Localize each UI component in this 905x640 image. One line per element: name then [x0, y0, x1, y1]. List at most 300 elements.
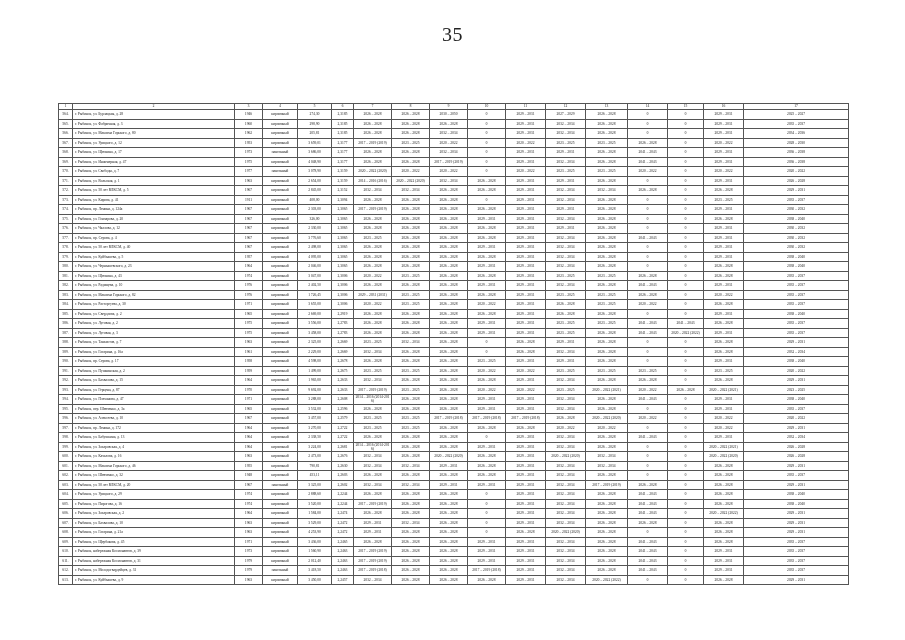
table-cell: 0 — [668, 176, 704, 186]
table-cell: 2,3065 — [332, 252, 354, 262]
table-cell: панельный — [263, 148, 298, 158]
column-number: 13 — [586, 104, 628, 110]
table-cell: 2020 – 2022 — [744, 414, 849, 424]
table-cell: 0 — [668, 300, 704, 310]
table-cell: г. Рыбинск, ул. Бабушкина, д. 13 — [73, 433, 235, 443]
table-cell: 2,3159 — [332, 167, 354, 177]
table-cell: 2,2678 — [332, 357, 354, 367]
table-row — [59, 490, 849, 500]
table-cell: 1976 — [235, 281, 263, 291]
table-cell: 2026 – 2028 — [430, 309, 468, 319]
table-cell: 2 888,60 — [298, 490, 332, 500]
table-row — [59, 319, 849, 329]
table-cell: 593. — [59, 385, 73, 395]
column-number: 3 — [235, 104, 263, 110]
table-cell: г. Рыбинск, ул. Максима Горького, д. 46 — [73, 461, 235, 471]
table-cell: 2026 – 2028 — [586, 357, 628, 367]
table-cell: кирпичный — [263, 433, 298, 443]
table-cell: 2032 – 2034 — [546, 186, 586, 196]
table-cell: 2020 – 2022 — [628, 300, 668, 310]
table-cell: 2032 – 2034 — [546, 575, 586, 585]
table-cell: 2020 – 2022 (2020) — [392, 176, 430, 186]
table-cell: 2026 – 2028 — [586, 395, 628, 405]
table-cell: 2020 – 2022 (2020) — [430, 452, 468, 462]
table-cell: г. Рыбинск, ул. 50 лет ВЛКСМ, д. 20 — [73, 480, 235, 490]
table-cell: 0 — [628, 224, 668, 234]
table-cell: 0 — [628, 575, 668, 585]
table-cell: 2026 – 2028 — [468, 376, 506, 386]
table-cell: 2026 – 2028 — [430, 566, 468, 576]
table-cell: 2026 – 2028 — [354, 319, 392, 329]
table-cell: 0 — [628, 205, 668, 215]
table-cell: 2020 – 2022 (2022) — [586, 575, 628, 585]
table-cell: 0 — [468, 195, 506, 205]
table-cell: 2026 – 2028 — [392, 347, 430, 357]
table-cell: 2026 – 2028 — [392, 528, 430, 538]
table-cell: 580. — [59, 262, 73, 272]
table-cell: 2026 – 2028 — [354, 148, 392, 158]
table-cell: панельный — [263, 480, 298, 490]
table-cell: 2029 – 2031 — [506, 176, 546, 186]
table-cell: 0 — [468, 490, 506, 500]
table-cell: 2035 – 2037 — [744, 471, 849, 481]
table-cell: 2032 – 2034 — [546, 480, 586, 490]
table-cell: 4 048,90 — [298, 157, 332, 167]
table-cell: 2029 – 2031 — [704, 281, 744, 291]
table-cell: 2,2579 — [332, 414, 354, 424]
table-cell: 2026 – 2028 — [586, 509, 628, 519]
table-cell: 2030 – 2032 — [744, 233, 849, 243]
table-cell: 2026 – 2028 — [704, 518, 744, 528]
table-cell: 2020 – 2022 (2021) — [704, 442, 744, 452]
table-cell: 2 845,00 — [298, 186, 332, 196]
table-cell: 2041 – 2043 — [628, 319, 668, 329]
table-cell: 2020 – 2022 — [506, 366, 546, 376]
table-cell: 1976 — [235, 290, 263, 300]
table-cell: 274,30 — [298, 110, 332, 120]
table-cell: 2026 – 2028 — [430, 556, 468, 566]
table-cell: 0 — [628, 528, 668, 538]
table-cell: 2026 – 2028 — [392, 110, 430, 120]
table-row — [59, 205, 849, 215]
table-cell: 1967 — [235, 214, 263, 224]
table-cell: 2026 – 2028 — [704, 186, 744, 196]
page-number: 35 — [442, 24, 463, 46]
table-cell: 2032 – 2034 — [354, 186, 392, 196]
table-cell: 2,3065 — [332, 224, 354, 234]
table-cell: г. Рыбинск, ул. Пирогова, д. 16 — [73, 499, 235, 509]
table-cell: 2020 – 2022 — [430, 138, 468, 148]
table-cell: 453,11 — [298, 471, 332, 481]
table-cell: 1971 — [235, 395, 263, 405]
table-cell: 2032 – 2034 — [744, 433, 849, 443]
table-cell: 0 — [668, 556, 704, 566]
table-cell: 790,81 — [298, 461, 332, 471]
table-cell: 0 — [668, 404, 704, 414]
table-cell: 2026 – 2028 — [704, 471, 744, 481]
table-cell: 0 — [668, 167, 704, 177]
table-cell: 2026 – 2028 — [354, 119, 392, 129]
table-cell: 603. — [59, 480, 73, 490]
table-cell: 2026 – 2028 — [354, 157, 392, 167]
table-cell: г. Рыбинск, ул. Герцена, д. 87 — [73, 385, 235, 395]
table-cell: 2029 – 2031 — [704, 328, 744, 338]
table-cell: 0 — [668, 281, 704, 291]
table-cell: 2029 – 2031 — [506, 404, 546, 414]
table-cell: 1964 — [235, 442, 263, 452]
table-cell: 2026 – 2028 — [392, 195, 430, 205]
table-cell: 2 473,00 — [298, 452, 332, 462]
table-cell: 2,2596 — [332, 404, 354, 414]
table-cell: 2026 – 2028 — [704, 214, 744, 224]
table-cell: 2035 – 2037 — [744, 119, 849, 129]
table-cell: 298,90 — [298, 119, 332, 129]
table-cell: 2035 – 2037 — [744, 271, 849, 281]
table-cell: г. Рыбинск, пр. Ленина, д. 172 — [73, 423, 235, 433]
table-cell: кирпичный — [263, 452, 298, 462]
table-cell: г. Рыбинск, ул. Чкалова, д. 12 — [73, 224, 235, 234]
table-cell: г. Рыбинск, ул. Захаровская, д. 4 — [73, 442, 235, 452]
table-cell: 1963 — [235, 518, 263, 528]
table-cell: 2029 – 2031 (2031) — [354, 290, 392, 300]
table-cell: 0 — [668, 528, 704, 538]
table-cell: 0 — [468, 129, 506, 139]
table-cell: 2026 – 2028 — [586, 119, 628, 129]
table-cell: 2029 – 2031 — [506, 233, 546, 243]
table-cell: 1957 — [235, 252, 263, 262]
column-number: 12 — [546, 104, 586, 110]
table-cell: 2029 – 2031 — [468, 281, 506, 291]
table-cell: 3 457,00 — [298, 414, 332, 424]
table-cell: 2029 – 2031 — [430, 480, 468, 490]
table-cell: 608. — [59, 528, 73, 538]
table-cell: 0 — [628, 347, 668, 357]
table-cell: 2 498,00 — [298, 243, 332, 253]
table-cell: 2023 – 2025 — [392, 366, 430, 376]
table-cell: кирпичный — [263, 233, 298, 243]
table-cell: 2026 – 2028 — [430, 252, 468, 262]
table-row — [59, 338, 849, 348]
table-cell: 2026 – 2028 — [628, 186, 668, 196]
table-cell: 2026 – 2028 — [392, 404, 430, 414]
table-cell: 1974 — [235, 271, 263, 281]
table-cell: 2020 – 2022 — [586, 423, 628, 433]
table-cell: 2032 – 2034 — [546, 518, 586, 528]
table-cell: г. Рыбинск, ул. Бурлацкая, д. 28 — [73, 110, 235, 120]
table-cell: 2023 – 2025 — [546, 290, 586, 300]
table-cell: 2029 – 2031 — [506, 148, 546, 158]
table-cell: 564. — [59, 110, 73, 120]
table-row — [59, 414, 849, 424]
table-cell: г. Рыбинск, ул. Инженерная, д. 47 — [73, 157, 235, 167]
table-cell: 2032 – 2034 — [546, 471, 586, 481]
table-cell: 2017 – 2019 (2018) — [468, 566, 506, 576]
table-cell: 2041 – 2043 — [628, 433, 668, 443]
table-cell: 2,3159 — [332, 176, 354, 186]
table-cell: 2029 – 2031 — [546, 224, 586, 234]
table-cell: 0 — [468, 338, 506, 348]
table-cell: 2,2675 — [332, 366, 354, 376]
table-cell: 2026 – 2028 — [354, 328, 392, 338]
table-cell: 2035 – 2037 — [744, 537, 849, 547]
table-cell: 2023 – 2025 — [586, 167, 628, 177]
column-number: 1 — [59, 104, 73, 110]
table-cell: 2030 – 2050 — [430, 110, 468, 120]
table-cell: 2029 – 2031 — [468, 480, 506, 490]
table-cell: 2032 – 2034 — [546, 461, 586, 471]
table-cell: 2026 – 2028 — [392, 243, 430, 253]
data-table — [58, 103, 849, 585]
table-cell: 0 — [468, 433, 506, 443]
table-cell: 2,2633 — [332, 385, 354, 395]
table-cell: 2026 – 2028 — [468, 290, 506, 300]
table-cell: 575. — [59, 214, 73, 224]
table-cell: 583. — [59, 290, 73, 300]
table-cell: 0 — [668, 110, 704, 120]
table-cell: 2026 – 2028 — [430, 347, 468, 357]
table-cell: 2026 – 2028 — [430, 442, 468, 452]
table-cell: 2026 – 2028 — [430, 376, 468, 386]
table-cell: 2020 – 2022 — [704, 290, 744, 300]
table-cell: 2026 – 2028 — [586, 157, 628, 167]
table-cell: 2029 – 2031 — [704, 129, 744, 139]
table-cell: 2029 – 2031 — [546, 205, 586, 215]
table-cell: кирпичный — [263, 129, 298, 139]
table-cell: 2034 – 2036 — [744, 129, 849, 139]
table-cell: 2 303,00 — [298, 205, 332, 215]
table-cell: 2035 – 2037 — [744, 300, 849, 310]
table-cell: 2023 – 2025 — [354, 233, 392, 243]
table-cell: 2029 – 2031 — [744, 423, 849, 433]
table-cell: 2 654,00 — [298, 176, 332, 186]
table-cell: 4 095,00 — [298, 252, 332, 262]
table-cell: 2041 – 2043 — [628, 537, 668, 547]
table-cell: 2026 – 2028 — [586, 433, 628, 443]
table-cell: 2029 – 2031 — [506, 509, 546, 519]
table-cell: 2041 – 2043 — [628, 566, 668, 576]
table-cell: 2029 – 2031 — [546, 338, 586, 348]
table-cell: 2029 – 2031 — [704, 176, 744, 186]
table-cell: 2026 – 2028 — [704, 300, 744, 310]
table-cell: 2,2472 — [332, 518, 354, 528]
table-cell: 2017 – 2019 (2019) — [354, 385, 392, 395]
table-cell: 2029 – 2031 — [744, 528, 849, 538]
table-cell: 2029 – 2031 — [704, 357, 744, 367]
table-cell: 2026 – 2028 — [704, 461, 744, 471]
table-cell: г. Рыбинск, ул. Бахвалова, д. 15 — [73, 376, 235, 386]
table-cell: 1948 — [235, 471, 263, 481]
table-cell: 1974 — [235, 499, 263, 509]
table-cell: 2029 – 2031 — [506, 281, 546, 291]
table-cell: 2041 – 2043 — [628, 157, 668, 167]
table-cell: 2041 – 2043 — [628, 148, 668, 158]
table-cell: 2,2630 — [332, 461, 354, 471]
table-cell: 2029 – 2031 — [704, 433, 744, 443]
table-cell: 2038 – 2040 — [744, 490, 849, 500]
table-cell: 2020 – 2022 — [354, 271, 392, 281]
table-cell: 2020 – 2022 — [628, 385, 668, 395]
table-cell: 2032 – 2034 — [546, 499, 586, 509]
table-cell: 2020 – 2022 (2021) — [586, 385, 628, 395]
table-cell: кирпичный — [263, 290, 298, 300]
table-cell: 0 — [668, 433, 704, 443]
table-cell: 3 047,00 — [298, 271, 332, 281]
table-cell: 2,3185 — [332, 129, 354, 139]
table-cell: 602. — [59, 471, 73, 481]
table-cell: 0 — [668, 566, 704, 576]
table-cell: 2035 – 2037 — [744, 404, 849, 414]
table-cell: 3 288,00 — [298, 395, 332, 405]
table-cell: 1911 — [235, 195, 263, 205]
table-cell: 2026 – 2028 — [704, 319, 744, 329]
table-cell: 2032 – 2034 — [392, 518, 430, 528]
table-row — [59, 537, 849, 547]
table-cell: 2032 – 2034 — [354, 461, 392, 471]
table-cell: 1961 — [235, 347, 263, 357]
table-cell: 1975 — [235, 157, 263, 167]
table-cell: панельный — [263, 566, 298, 576]
table-cell: 2,3094 — [332, 195, 354, 205]
column-number: 15 — [668, 104, 704, 110]
table-cell: 0 — [668, 471, 704, 481]
table-cell: 3 418,50 — [298, 566, 332, 576]
table-cell: 2023 – 2025 — [546, 167, 586, 177]
table-cell: 2026 – 2028 — [628, 518, 668, 528]
column-number: 6 — [332, 104, 354, 110]
table-cell: 2038 – 2040 — [744, 357, 849, 367]
table-cell: кирпичный — [263, 490, 298, 500]
table-cell: 1965 — [235, 404, 263, 414]
table-cell: 0 — [628, 357, 668, 367]
table-cell: 2020 – 2022 — [354, 300, 392, 310]
table-cell: кирпичный — [263, 281, 298, 291]
table-cell: 2032 – 2034 — [430, 148, 468, 158]
table-cell: 2,2722 — [332, 423, 354, 433]
table-row — [59, 110, 849, 120]
table-cell: 0 — [668, 252, 704, 262]
column-number: 17 — [744, 104, 849, 110]
table-cell: 2026 – 2028 — [392, 129, 430, 139]
table-cell: 3 224,00 — [298, 442, 332, 452]
table-cell: 2032 – 2034 — [744, 347, 849, 357]
table-cell: 0 — [628, 442, 668, 452]
table-cell: 1973 — [235, 547, 263, 557]
table-cell: 2041 – 2043 — [628, 499, 668, 509]
table-cell: 2032 – 2034 — [354, 480, 392, 490]
table-cell: 2029 – 2031 — [506, 575, 546, 585]
table-cell: 2032 – 2034 — [546, 395, 586, 405]
table-cell: 2017 – 2019 (2019) — [354, 205, 392, 215]
table-cell: 2,2463 — [332, 547, 354, 557]
table-cell: 2026 – 2028 — [704, 480, 744, 490]
table-cell: 2029 – 2031 — [506, 566, 546, 576]
table-cell: кирпичный — [263, 442, 298, 452]
table-cell: 2032 – 2034 — [354, 347, 392, 357]
table-cell: 2032 – 2034 — [586, 461, 628, 471]
table-cell: 0 — [668, 129, 704, 139]
table-cell: 3 270,00 — [298, 423, 332, 433]
table-cell: 2020 – 2022 — [506, 138, 546, 148]
table-cell: 2026 – 2028 — [586, 243, 628, 253]
table-cell: 604. — [59, 490, 73, 500]
table-cell: 2023 – 2025 — [704, 366, 744, 376]
table-cell: 2014 – 2016 (2014-2016) — [354, 442, 392, 452]
table-cell: 582. — [59, 281, 73, 291]
table-cell: 0 — [468, 110, 506, 120]
table-cell: 2026 – 2028 — [586, 262, 628, 272]
table-cell: 2026 – 2028 — [586, 518, 628, 528]
table-cell: 0 — [628, 119, 668, 129]
table-cell: 2032 – 2034 — [546, 281, 586, 291]
table-cell: 2029 – 2031 — [468, 243, 506, 253]
table-cell: 2035 – 2037 — [744, 319, 849, 329]
table-cell: 3 556,00 — [298, 319, 332, 329]
table-cell: 2026 – 2028 — [506, 338, 546, 348]
table-cell: 2023 – 2025 — [546, 138, 586, 148]
table-cell: 2026 – 2028 — [586, 490, 628, 500]
table-cell: 1967 — [235, 224, 263, 234]
table-cell: 1979 — [235, 556, 263, 566]
table-cell: 1946 — [235, 110, 263, 120]
table-cell: 1963 — [235, 452, 263, 462]
table-cell: г. Рыбинск, ул. Куйбышева, д. 9 — [73, 575, 235, 585]
table-cell: 2023 – 2025 — [546, 319, 586, 329]
table-cell: 1967 — [235, 205, 263, 215]
table-cell: 589. — [59, 347, 73, 357]
table-cell: 2026 – 2028 — [430, 233, 468, 243]
table-cell: 2017 – 2019 (2019) — [354, 547, 392, 557]
table-cell: 2026 – 2028 — [354, 509, 392, 519]
table-cell: 613. — [59, 575, 73, 585]
table-cell: 2029 – 2031 — [506, 433, 546, 443]
table-cell: 2020 – 2022 — [506, 385, 546, 395]
table-cell: 2029 – 2031 — [704, 205, 744, 215]
table-cell: 2032 – 2034 — [546, 376, 586, 386]
table-cell: 2026 – 2028 — [546, 309, 586, 319]
table-row — [59, 157, 849, 167]
table-cell: 2023 – 2025 — [704, 195, 744, 205]
table-cell: 579. — [59, 252, 73, 262]
table-cell: 2017 – 2019 (2019) — [430, 157, 468, 167]
table-cell: 2026 – 2028 — [354, 243, 392, 253]
table-cell: г. Рыбинск, ул. Шевченко, д. 32 — [73, 471, 235, 481]
table-cell: 2029 – 2031 — [704, 556, 744, 566]
column-number: 5 — [298, 104, 332, 110]
table-row — [59, 119, 849, 129]
table-cell: 0 — [628, 214, 668, 224]
table-cell: 2029 – 2031 — [468, 214, 506, 224]
table-cell: 2026 – 2028 — [392, 357, 430, 367]
table-cell: 2026 – 2028 — [392, 509, 430, 519]
table-cell: 0 — [468, 157, 506, 167]
table-cell: 2032 – 2034 — [430, 129, 468, 139]
table-cell: 2023 – 2025 — [586, 366, 628, 376]
table-cell: 2014 – 2016 (2016) — [354, 176, 392, 186]
table-cell: 0 — [628, 243, 668, 253]
table-cell: 2026 – 2028 — [392, 252, 430, 262]
table-cell: кирпичный — [263, 575, 298, 585]
table-cell: 2,2783 — [332, 328, 354, 338]
table-cell: г. Рыбинск, ул. Чернышевского, д. 23 — [73, 262, 235, 272]
table-cell: кирпичный — [263, 471, 298, 481]
table-cell: 2026 – 2028 — [586, 499, 628, 509]
table-cell: 1964 — [235, 433, 263, 443]
table-cell: кирпичный — [263, 518, 298, 528]
table-cell: 2029 – 2031 — [506, 224, 546, 234]
table-cell: г. Рыбинск, ул. Пушкинская, д. 2 — [73, 366, 235, 376]
table-cell: 2026 – 2028 — [586, 338, 628, 348]
table-cell: 2032 – 2034 — [546, 233, 586, 243]
